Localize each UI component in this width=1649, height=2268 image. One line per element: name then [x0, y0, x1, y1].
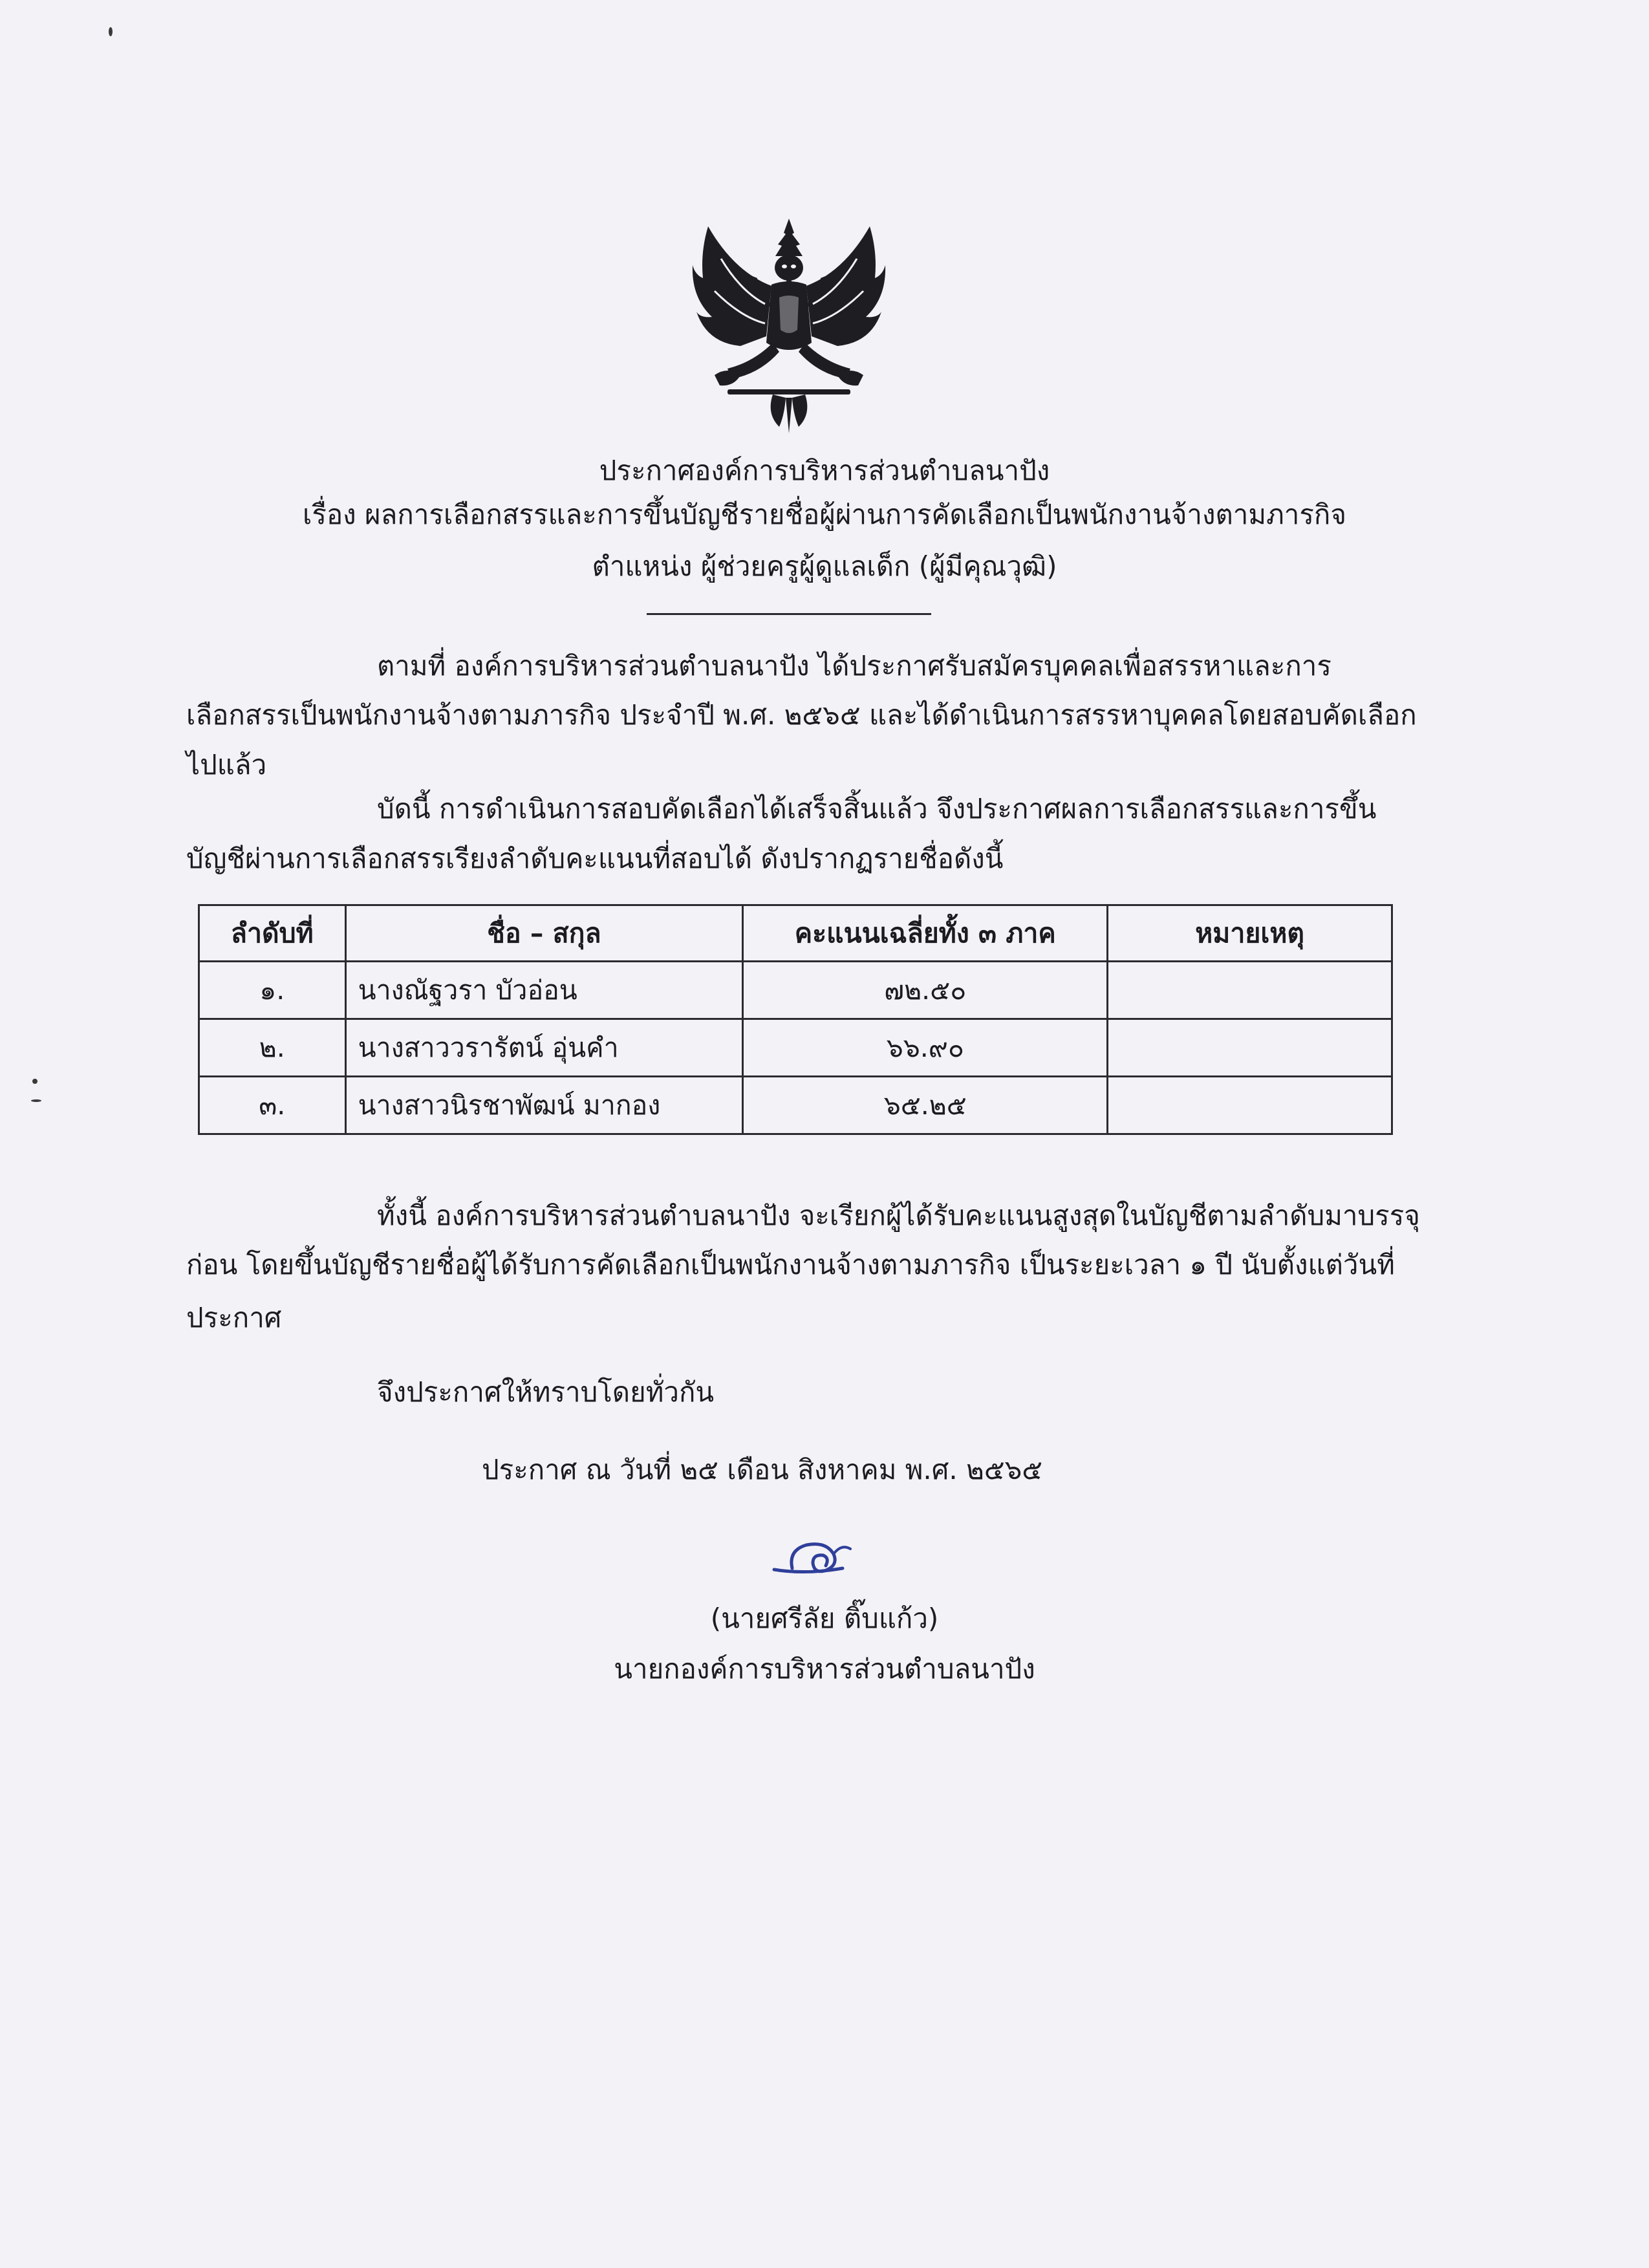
title-underline [647, 613, 931, 615]
garuda-emblem-icon [689, 213, 889, 437]
announcement-subject: เรื่อง ผลการเลือกสรรและการขึ้นบัญชีรายชื่อผู้ผ่านการคัดเลือกเป็นพนักงานจ้างตามภารกิจ [303, 499, 1346, 530]
table-row [199, 1019, 1392, 1077]
closing-statement: จึงประกาศให้ทราบโดยทั่วกัน [377, 1376, 715, 1408]
paragraph3-line1: ทั้งนี้ องค์การบริหารส่วนตำบลนาปัง จะเรียกผู้ได้รับคะแนนสูงสุดในบัญชีตามลำดับมาบรรจุ [377, 1200, 1420, 1231]
header-name: ชื่อ – สกุล [345, 905, 743, 962]
row-score: ๖๖.๙๐ [743, 1019, 1108, 1077]
row-score: ๗๒.๕๐ [743, 962, 1108, 1019]
row-note [1108, 1077, 1392, 1134]
header-score: คะแนนเฉลี่ยทั้ง ๓ ภาค [743, 905, 1108, 962]
signatory-position: นายกองค์การบริหารส่วนตำบลนาปัง [614, 1653, 1035, 1685]
header-note: หมายเหตุ [1108, 905, 1392, 962]
results-table [198, 904, 1393, 1135]
table-header-row [199, 905, 1392, 962]
row-score: ๖๕.๒๕ [743, 1077, 1108, 1134]
row-note [1108, 962, 1392, 1019]
paper-speck [31, 1099, 41, 1102]
row-rank: ๑. [199, 962, 346, 1019]
signature-icon [766, 1529, 863, 1588]
announcement-date: ประกาศ ณ วันที่ ๒๕ เดือน สิงหาคม พ.ศ. ๒๕๖๕ [482, 1454, 1043, 1485]
row-name: นางสาวนิรชาพัฒน์ มากอง [345, 1077, 743, 1134]
paragraph1-line2: เลือกสรรเป็นพนักงานจ้างตามภารกิจ ประจำปี พ.ศ. ๒๕๖๕ และได้ดำเนินการสรรหาบุคคลโดยสอบคัดเลือก [186, 699, 1417, 731]
row-rank: ๒. [199, 1019, 346, 1077]
paragraph2-line2: บัญชีผ่านการเลือกสรรเรียงลำดับคะแนนที่สอบได้ ดังปรากฏรายชื่อดังนี้ [186, 843, 1004, 874]
row-rank: ๓. [199, 1077, 346, 1134]
paragraph3-line3: ประกาศ [186, 1302, 282, 1334]
paragraph1-line1: ตามที่ องค์การบริหารส่วนตำบลนาปัง ได้ประกาศรับสมัครบุคคลเพื่อสรรหาและการ [377, 650, 1331, 682]
row-note [1108, 1019, 1392, 1077]
paragraph1-line3: ไปแล้ว [186, 749, 267, 781]
paper-speck [109, 27, 113, 36]
paragraph3-line2: ก่อน โดยขึ้นบัญชีรายชื่อผู้ได้รับการคัดเลือกเป็นพนักงานจ้างตามภารกิจ เป็นระยะเวลา ๑ ปี นับตั้งแต่วันที่ [186, 1249, 1395, 1280]
announcement-issuer: ประกาศองค์การบริหารส่วนตำบลนาปัง [599, 455, 1050, 486]
paragraph2-line1: บัดนี้ การดำเนินการสอบคัดเลือกได้เสร็จสิ้นแล้ว จึงประกาศผลการเลือกสรรและการขึ้น [377, 793, 1377, 825]
table-row [199, 1077, 1392, 1134]
announcement-position: ตำแหน่ง ผู้ช่วยครูผู้ดูแลเด็ก (ผู้มีคุณวุฒิ) [592, 550, 1057, 582]
header-rank: ลำดับที่ [199, 905, 346, 962]
table-row [199, 962, 1392, 1019]
row-name: นางณัฐวรา บัวอ่อน [345, 962, 743, 1019]
paper-speck [32, 1079, 38, 1084]
signatory-name: (นายศรีลัย ติ๊บแก้ว) [710, 1603, 939, 1634]
row-name: นางสาววรารัตน์ อุ่นคำ [345, 1019, 743, 1077]
